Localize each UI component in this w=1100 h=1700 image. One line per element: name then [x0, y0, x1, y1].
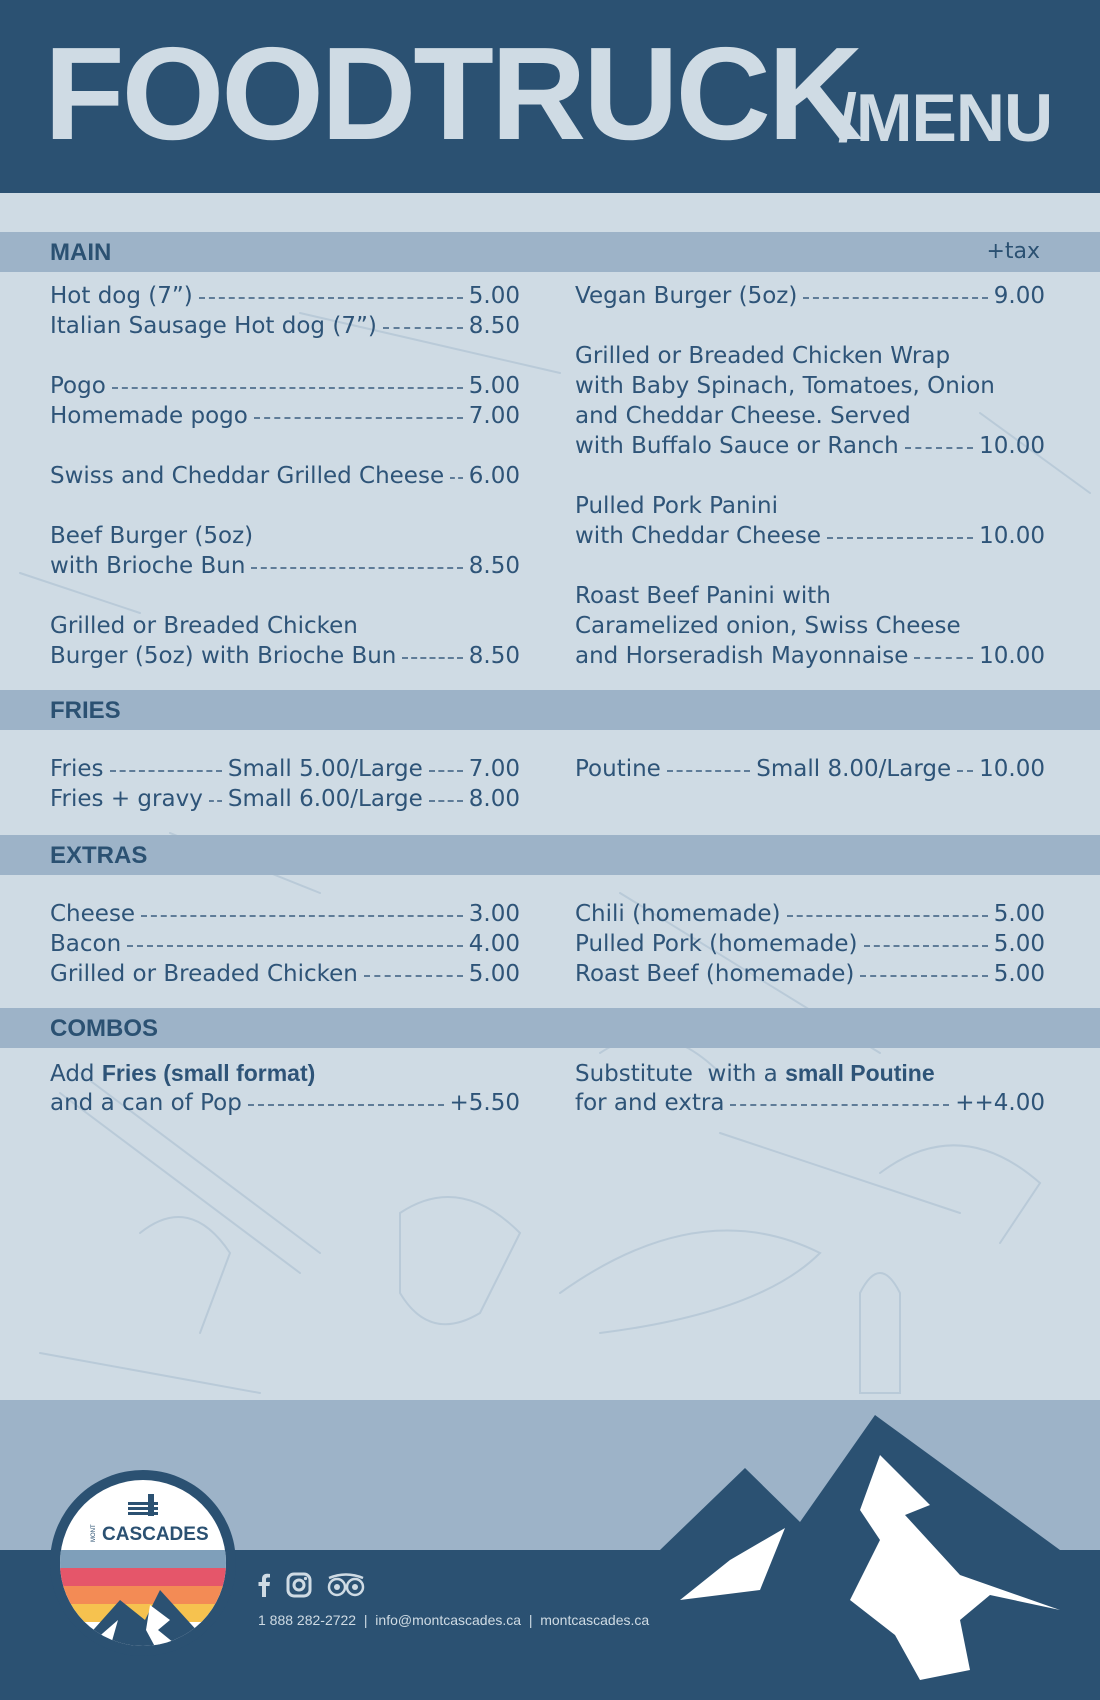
- list-item: with Cheddar Cheese 10.00: [575, 523, 1045, 549]
- list-item: Vegan Burger (5oz) 9.00: [575, 283, 1045, 309]
- item-description: Grilled or Breaded Chicken: [50, 613, 358, 639]
- list-item: with Brioche Bun 8.50: [50, 553, 520, 579]
- list-item: Grilled or Breaded Chicken 5.00: [50, 961, 520, 987]
- list-item: Swiss and Cheddar Grilled Cheese 6.00: [50, 463, 520, 489]
- menu-title: FOODTRUCK: [44, 20, 861, 167]
- list-item: Italian Sausage Hot dog (7”) 8.50: [50, 313, 520, 339]
- section-band-combos: [0, 1008, 1100, 1048]
- combos-left-column: [50, 1058, 520, 1118]
- list-item: Roast Beef (homemade) 5.00: [575, 961, 1045, 987]
- list-item: Pogo 5.00: [50, 373, 520, 399]
- main-right-column: [575, 281, 1045, 671]
- social-icons: [256, 1572, 366, 1598]
- section-title-fries: FRIES: [50, 697, 121, 724]
- list-item: Homemade pogo 7.00: [50, 403, 520, 429]
- main-left-column: [50, 281, 520, 671]
- section-band-main: [0, 232, 1100, 272]
- item-description: with Baby Spinach, Tomatoes, Onion: [575, 373, 995, 399]
- list-item: with Buffalo Sauce or Ranch 10.00: [575, 433, 1045, 459]
- contact-info: 1 888 282-2722 | info@montcascades.ca | montcascades.ca: [258, 1612, 650, 1628]
- list-item: for and extra ++4.00: [575, 1090, 1045, 1116]
- list-item: Poutine Small 8.00/Large 10.00: [575, 756, 1045, 782]
- combo-description: Add Fries (small format): [50, 1060, 316, 1087]
- section-band-fries: [0, 690, 1100, 730]
- item-description: Pulled Pork Panini: [575, 493, 778, 519]
- combo-description: Substitute with a small Poutine: [575, 1060, 935, 1087]
- list-item: and a can of Pop +5.50: [50, 1090, 520, 1116]
- facebook-icon[interactable]: [256, 1573, 272, 1597]
- item-description: Beef Burger (5oz): [50, 523, 254, 549]
- item-description: Caramelized onion, Swiss Cheese: [575, 613, 961, 639]
- item-description: and Cheddar Cheese. Served: [575, 403, 911, 429]
- list-item: Fries Small 5.00/Large 7.00: [50, 756, 520, 782]
- list-item: and Horseradish Mayonnaise 10.00: [575, 643, 1045, 669]
- section-title-combos: COMBOS: [50, 1015, 158, 1042]
- mont-cascades-logo: [50, 1470, 236, 1656]
- logo-small-text: MONT: [91, 1524, 97, 1542]
- instagram-icon[interactable]: [286, 1572, 312, 1598]
- extras-left-column: [50, 899, 520, 989]
- list-item: Hot dog (7”) 5.00: [50, 283, 520, 309]
- fries-right-column: [575, 754, 1045, 784]
- list-item: Burger (5oz) with Brioche Bun 8.50: [50, 643, 520, 669]
- item-description: Grilled or Breaded Chicken Wrap: [575, 343, 951, 369]
- item-description: Roast Beef Panini with: [575, 583, 831, 609]
- list-item: Pulled Pork (homemade) 5.00: [575, 931, 1045, 957]
- combos-right-column: [575, 1058, 1045, 1118]
- email-link[interactable]: info@montcascades.ca: [375, 1612, 522, 1628]
- section-band-extras: [0, 835, 1100, 875]
- logo-text: CASCADES: [102, 1524, 209, 1545]
- list-item: Cheese 3.00: [50, 901, 520, 927]
- section-title-main: MAIN: [50, 239, 112, 266]
- website-link[interactable]: montcascades.ca: [540, 1612, 650, 1628]
- list-item: Fries + gravy Small 6.00/Large 8.00: [50, 786, 520, 812]
- menu-subtitle: /MENU: [838, 80, 1053, 156]
- header: [0, 0, 1100, 193]
- extras-right-column: [575, 899, 1045, 989]
- tripadvisor-icon[interactable]: [326, 1573, 366, 1597]
- fries-left-column: [50, 754, 520, 814]
- list-item: Chili (homemade) 5.00: [575, 901, 1045, 927]
- tax-note: +tax: [986, 239, 1040, 264]
- list-item: Bacon 4.00: [50, 931, 520, 957]
- section-title-extras: EXTRAS: [50, 842, 148, 869]
- phone-number: 1 888 282-2722: [258, 1612, 357, 1628]
